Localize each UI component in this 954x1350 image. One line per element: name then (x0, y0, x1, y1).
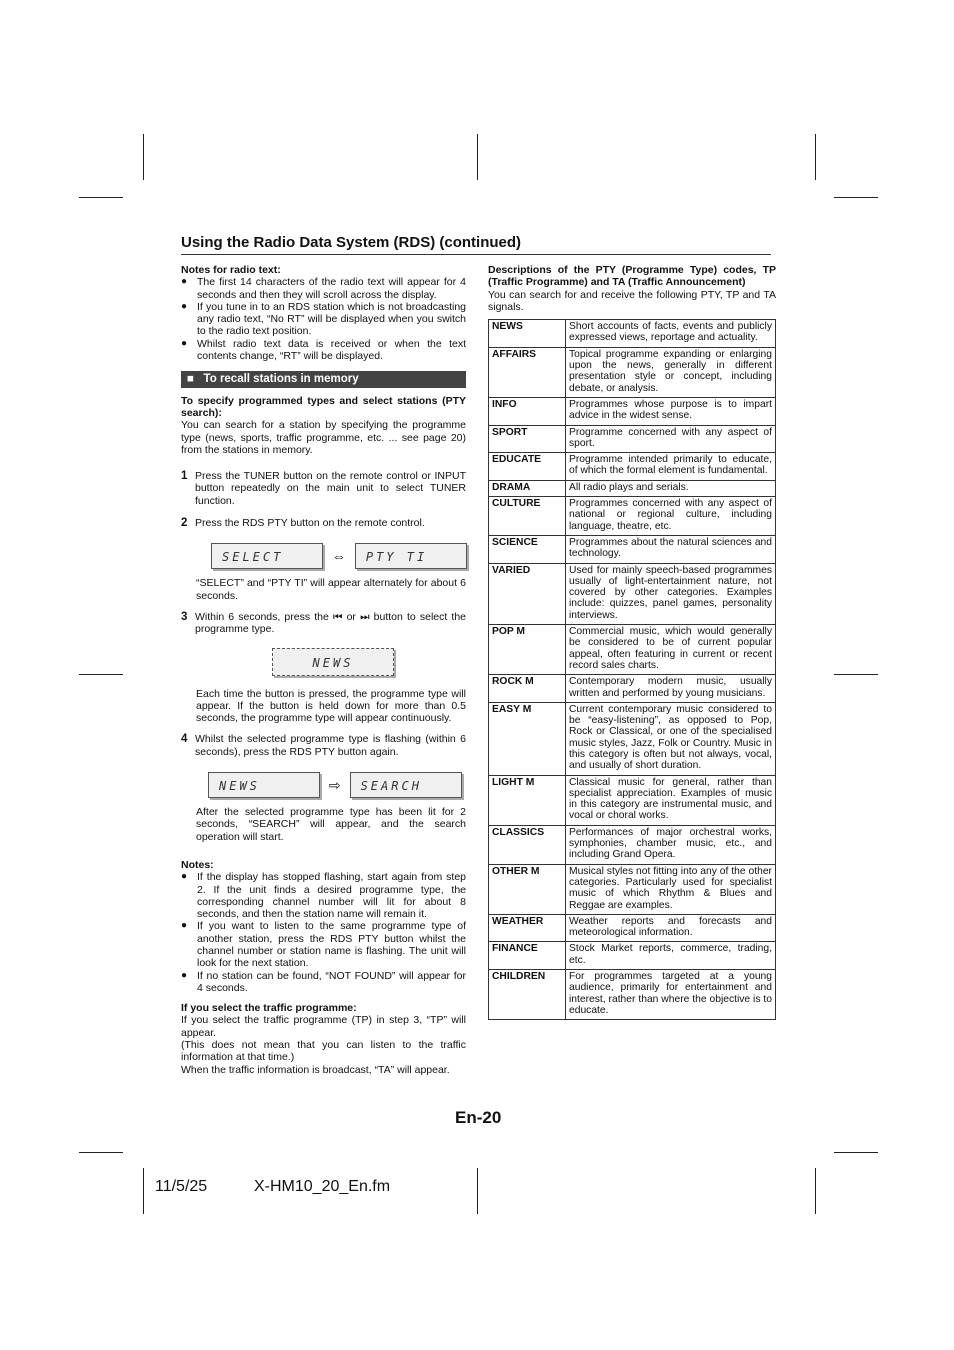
step-2 (181, 517, 466, 529)
pty-code: ROCK M (489, 675, 566, 703)
crop-mark (143, 134, 144, 180)
recall-section-title: To recall stations in memory (203, 373, 359, 386)
pty-code: FINANCE (489, 942, 566, 970)
list-item: ● Whilst radio text data is received or when the text contents change, “RT” will be displayed. (181, 338, 466, 363)
pty-code: INFO (489, 397, 566, 425)
lcd-select-pty-group (211, 543, 466, 569)
page-title: Using the Radio Data System (RDS) (continued) (181, 234, 771, 255)
step-number: 2 (181, 517, 188, 530)
traffic-paragraph: When the traffic information is broadcast, “TA” will appear. (181, 1063, 450, 1076)
pty-intro: You can search for and receive the following PTY, TP and TA signals. (488, 288, 776, 313)
table-row (489, 480, 776, 496)
traffic-paragraph: If you select the traffic programme (TP) in step 3, “TP” will appear. (181, 1014, 466, 1039)
table-row (489, 825, 776, 864)
lcd-news-group (272, 648, 466, 676)
skip-forward-icon: ⏭ (360, 610, 370, 623)
table-row (489, 702, 776, 775)
lcd-display-select: SELECT (211, 543, 323, 569)
lcd-display-news: NEWS (208, 772, 320, 798)
recall-section-header (181, 371, 466, 387)
table-row (489, 397, 776, 425)
step-3-caption: Each time the button is pressed, the programme type will appear. If the button is held down for more than 0.5 seconds, the programme type will appear continuously. (196, 687, 466, 725)
traffic-paragraph: (This does not mean that you can listen to the traffic information at that time.) (181, 1039, 466, 1064)
pty-description: Stock Market reports, commerce, trading, etc. (566, 942, 776, 970)
step-number: 4 (181, 733, 188, 746)
pty-code: LIGHT M (489, 775, 566, 825)
table-row (489, 864, 776, 914)
list-item: ● The first 14 characters of the radio text will appear for 4 seconds and then they will scroll across the display. (181, 276, 466, 301)
pty-code: VARIED (489, 563, 566, 624)
right-arrow-icon: ⇨ (328, 776, 341, 793)
right-column (488, 264, 776, 1020)
table-row (489, 320, 776, 348)
pty-description: Programme concerned with any aspect of sport. (566, 425, 776, 453)
step-number: 1 (181, 470, 188, 483)
pty-description: Commercial music, which would generally be considered to be of current popular appeal, often featuring in current or recent record sales charts. (566, 625, 776, 675)
pty-description: Weather reports and forecasts and meteorological information. (566, 914, 776, 942)
pty-description: Programmes about the natural sciences and technology. (566, 535, 776, 563)
crop-mark (143, 1168, 144, 1214)
pty-code: AFFAIRS (489, 347, 566, 397)
table-row (489, 942, 776, 970)
crop-mark (477, 134, 478, 180)
step-4 (181, 733, 466, 758)
table-row (489, 535, 776, 563)
step-text: or (346, 610, 356, 623)
skip-back-icon: ⏮ (332, 610, 343, 623)
pty-heading: Descriptions of the PTY (Programme Type) codes, TP (Traffic Programme) and TA (Traffic Announcement) (488, 264, 776, 289)
lcd-news-search-group (208, 772, 466, 798)
pty-description: Musical styles not fitting into any of the other categories. Particularly used for specialist music of which Rhythm & Blues and Reggae are examples. (566, 864, 776, 914)
page-number: En-20 (455, 1108, 502, 1127)
step-number: 3 (181, 610, 188, 623)
table-row (489, 914, 776, 942)
pty-table (488, 319, 776, 1020)
pty-code: DRAMA (489, 480, 566, 496)
crop-mark (834, 1152, 878, 1153)
pty-search-intro: You can search for a station by specifying the programme type (news, sports, traffic programme, etc. ... see page 20) from the stations in memory. (181, 419, 466, 456)
traffic-heading: If you select the traffic programme: (181, 1002, 357, 1015)
table-row (489, 625, 776, 675)
pty-code: CHILDREN (489, 970, 566, 1020)
lcd-display-news-flashing: NEWS (272, 648, 394, 676)
step-text: button to select the programme type. (195, 610, 467, 636)
crop-mark (815, 1168, 816, 1214)
double-arrow-icon: ⇔ (331, 548, 346, 565)
crop-mark (79, 1152, 123, 1153)
left-column (181, 264, 466, 1076)
footer-date: 11/5/25 (155, 1178, 208, 1195)
table-row (489, 347, 776, 397)
pty-description: Used for mainly speech-based programmes usually of light-entertainment nature, not covered by other categories. Examples include: quizzes, panel games, personality interviews. (566, 563, 776, 624)
pty-code: OTHER M (489, 864, 566, 914)
step-2-caption: “SELECT” and “PTY TI” will appear alternately for about 6 seconds. (196, 577, 466, 602)
crop-mark (834, 197, 878, 198)
pty-code: EASY M (489, 702, 566, 775)
square-marker-icon: ■ (187, 373, 194, 386)
step-4-caption: After the selected programme type has been lit for 2 seconds, “SEARCH” will appear, and the search operation will start. (196, 806, 466, 843)
crop-mark (79, 197, 123, 198)
pty-description: Programmes concerned with any aspect of national or regional culture, including language, theatre, etc. (566, 497, 776, 536)
step-text: Within 6 seconds, press the (195, 610, 329, 623)
crop-mark (834, 674, 878, 675)
radio-text-notes-list (181, 276, 466, 362)
crop-mark (79, 674, 123, 675)
crop-mark (477, 1168, 478, 1214)
lcd-display-pty-ti: PTY TI (355, 543, 467, 569)
table-row (489, 453, 776, 481)
list-item: ● If you want to listen to the same programme type of another station, press the RDS PTY button whilst the channel number or station name is flashing. The unit will look for the next station. (181, 920, 466, 969)
pty-code: NEWS (489, 320, 566, 348)
step-text: Press the TUNER button on the remote control or INPUT button repeatedly on the main unit to select TUNER function. (195, 470, 466, 507)
list-item: ● If the display has stopped flashing, start again from step 2. If the unit finds a desired programme type, the corresponding channel number will lit for about 8 seconds, and then the station name will remain it. (181, 871, 466, 920)
pty-code: CULTURE (489, 497, 566, 536)
step-text: Press the RDS PTY button on the remote control. (195, 517, 425, 530)
pty-description: All radio plays and serials. (566, 480, 776, 496)
radio-text-notes-heading: Notes for radio text: (181, 264, 281, 276)
notes-heading: Notes: (181, 858, 214, 871)
list-item: ● If no station can be found, “NOT FOUND” will appear for 4 seconds. (181, 970, 466, 995)
table-row (489, 425, 776, 453)
pty-description: Programme intended primarily to educate, of which the formal element is fundamental. (566, 453, 776, 481)
pty-code: EDUCATE (489, 453, 566, 481)
pty-code: POP M (489, 625, 566, 675)
list-item: ● If you tune in to an RDS station which is not broadcasting any radio text, “No RT” will be displayed when you switch to the radio text position. (181, 301, 466, 338)
pty-description: Classical music for general, rather than specialist appreciation. Examples of music in this category are instrumental music, and vocal or choral works. (566, 775, 776, 825)
pty-description: Programmes whose purpose is to impart advice in the widest sense. (566, 397, 776, 425)
step-1 (181, 470, 466, 507)
lcd-display-search: SEARCH (350, 772, 462, 798)
pty-description: Topical programme expanding or enlarging upon the news, generally in different presentation style or concept, including debate, or analysis. (566, 347, 776, 397)
step-3 (181, 611, 466, 636)
pty-description: For programmes targeted at a young audience, primarily for entertainment and interest, rather than where the objective is to educate. (566, 970, 776, 1020)
footer-filename: X-HM10_20_En.fm (254, 1178, 391, 1195)
pty-description: Short accounts of facts, events and publicly expressed views, reportage and actuality. (566, 320, 776, 348)
table-row (489, 563, 776, 624)
pty-code: SPORT (489, 425, 566, 453)
pty-search-subheading: To specify programmed types and select stations (PTY search): (181, 394, 466, 419)
pty-code: SCIENCE (489, 535, 566, 563)
pty-description: Contemporary modern music, usually written and performed by young musicians. (566, 675, 776, 703)
table-row (489, 970, 776, 1020)
step-text: Whilst the selected programme type is flashing (within 6 seconds), press the RDS PTY button again. (195, 733, 466, 758)
table-row (489, 675, 776, 703)
pty-code: CLASSICS (489, 825, 566, 864)
table-row (489, 497, 776, 536)
pty-description: Performances of major orchestral works, symphonies, chamber music, etc., and including Grand Opera. (566, 825, 776, 864)
table-row (489, 775, 776, 825)
notes-list (181, 871, 466, 994)
pty-code: WEATHER (489, 914, 566, 942)
pty-description: Current contemporary music considered to be “easy-listening”, as opposed to Pop, Rock or Classical, or one of the specialised music styles, Jazz, Folk or Country. Music in this category is often but not always, vocal, and usually of short duration. (566, 702, 776, 775)
crop-mark (815, 134, 816, 180)
